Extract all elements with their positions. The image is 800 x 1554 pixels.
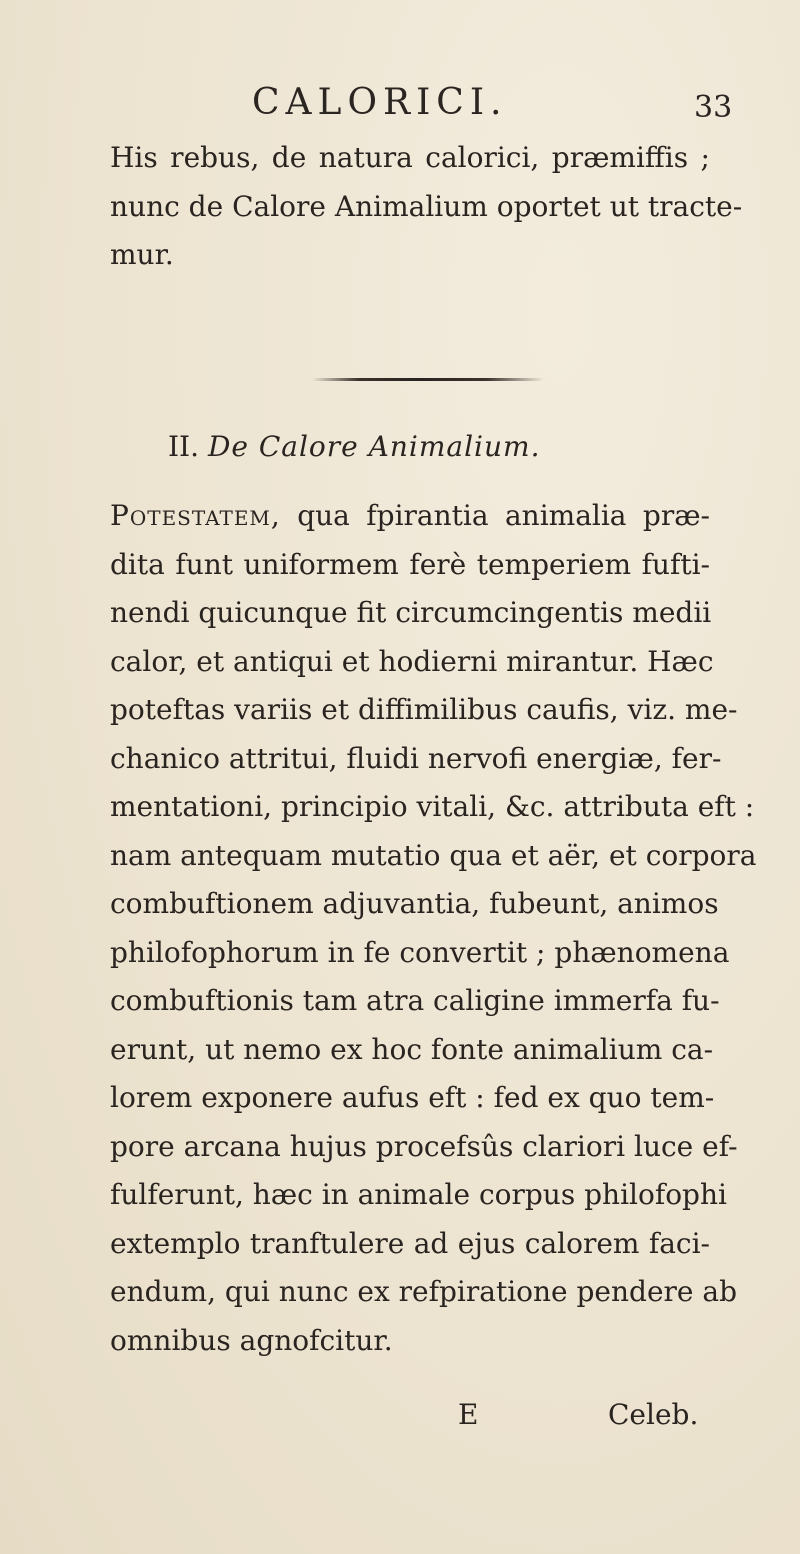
text-line: pore arcana hujus procefsûs clariori luce ef- [110,1129,738,1163]
body-paragraph [110,492,757,1365]
text-line: mur. [110,238,174,271]
section-number: II. [168,430,200,463]
text-line: mentationi, principio vitali, &c. attributa eft : [110,790,755,823]
text-line: poteftas variis et diffimilibus caufis, viz. me- [110,693,738,726]
signature-mark: E [458,1398,479,1431]
text-line: philofophorum in fe convertit ; phænomena [110,935,730,969]
text-line: fulferunt, hæc in animale corpus philofophi [110,1178,727,1211]
text-line: endum, qui nunc ex refpiratione pendere ab [110,1275,738,1308]
text-line: omnibus agnofcitur. [110,1323,393,1357]
text-line: calor, et antiqui et hodierni mirantur. Hæc [110,644,714,678]
intro-paragraph [110,134,743,280]
section-heading [168,430,541,463]
text-line: His rebus, de natura calorici, præmiffis ; [110,141,710,174]
section-title: De Calore Animalium. [207,430,541,463]
text-line: combuftionis tam atra caligine immerfa fu- [110,984,720,1017]
lead-word: Potestatem, [110,499,281,532]
catchword: Celeb. [608,1398,699,1431]
section-divider-rule [312,378,544,381]
text-line: lorem exponere aufus eft : fed ex quo tem- [110,1081,715,1114]
running-title: CALORICI. [252,82,508,123]
text-line: combuftionem adjuvantia, fubeunt, animos [110,887,719,920]
text-line: nendi quicunque fit circumcingentis medii [110,596,712,629]
text-line-rest: qua fpirantia animalia præ- [280,499,710,532]
text-line: nam antequam mutatio qua et aër, et corpora [110,838,757,872]
text-line: erunt, ut nemo ex hoc fonte animalium ca- [110,1032,714,1066]
page-number: 33 [694,90,733,125]
text-line: nunc de Calore Animalium oportet ut tracte- [110,189,743,223]
text-line: chanico attritui, fluidi nervofi energiæ, fer- [110,741,722,775]
text-line: extemplo tranftulere ad ejus calorem faci- [110,1226,710,1260]
text-line [110,492,710,541]
text-line: dita funt uniformem ferè temperiem fufti- [110,547,710,581]
